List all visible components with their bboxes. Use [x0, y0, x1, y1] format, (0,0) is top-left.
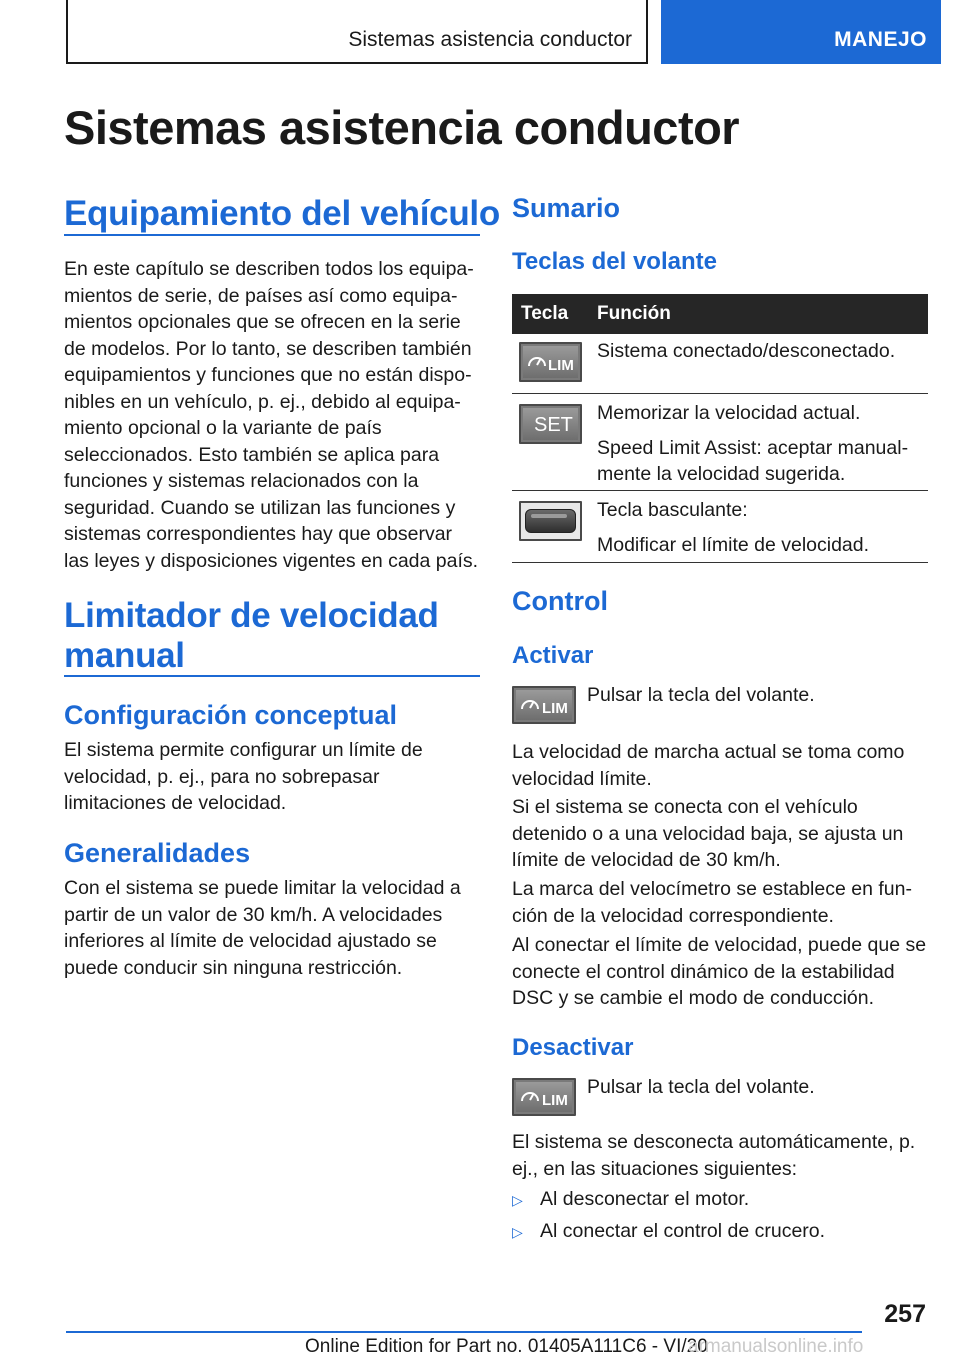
list-item	[512, 1186, 749, 1213]
table-header-tecla: Tecla	[521, 303, 569, 324]
row-description	[597, 400, 927, 488]
row-text: Speed Limit Assist: aceptar manualmente la velocidad sugerida.	[597, 436, 909, 485]
desactivar-instruction: Pulsar la tecla del volante.	[587, 1076, 815, 1098]
table-header-funcion: Función	[597, 303, 671, 324]
paragraph-activar-3: La marca del velocímetro se establece en función de la velocidad correspondiente.	[512, 878, 912, 927]
set-label: SET	[534, 414, 573, 436]
lim-label: LIM	[548, 357, 574, 374]
footer-rule	[66, 1331, 862, 1333]
paragraph-desactivar: El sistema se desconecta automáticamente, p. ej., en las situaciones siguientes:	[512, 1131, 916, 1180]
set-button-icon	[519, 404, 582, 444]
row-description	[597, 497, 927, 558]
bullet-triangle-icon: ▷	[512, 1224, 523, 1240]
paragraph-activar-2: Si el sistema se conecta con el vehículo detenido o a una velocidad baja, se ajusta un límite de velocidad de 30 km/h.	[512, 796, 904, 871]
heading-generalidades: Generalidades	[64, 838, 251, 868]
paragraph-configuracion: El sistema permite configurar un límite de velocidad, p. ej., para no sobrepasar limitaciones de velocidad.	[64, 739, 423, 814]
heading-activar: Activar	[512, 642, 594, 669]
lim-label: LIM	[542, 700, 568, 717]
heading-control: Control	[512, 586, 608, 616]
heading-limitador: Limitador de velocidad manual	[64, 596, 439, 675]
activar-instruction: Pulsar la tecla del volante.	[587, 684, 815, 706]
heading-sumario: Sumario	[512, 193, 621, 223]
header-chapter-tab[interactable]	[661, 0, 941, 64]
rocker-switch-icon	[519, 501, 582, 541]
row-text: Memorizar la velocidad actual.	[597, 402, 861, 424]
lim-button-icon	[512, 1078, 576, 1116]
bullet-triangle-icon: ▷	[512, 1192, 523, 1208]
heading-configuracion: Configuración conceptual	[64, 700, 398, 730]
table-header	[512, 294, 928, 334]
table-row	[512, 394, 928, 491]
table-row	[512, 334, 928, 394]
page-number: 257	[884, 1300, 926, 1328]
header-chapter-label: MANEJO	[834, 28, 927, 51]
lim-button-icon	[512, 686, 576, 724]
row-text: Tecla basculante:	[597, 499, 748, 521]
paragraph-activar-1: La velocidad de marcha actual se toma como velocidad límite.	[512, 741, 905, 790]
heading-rule	[64, 675, 480, 677]
page-title: Sistemas asistencia conductor	[64, 101, 740, 154]
header-section-title: Sistemas asistencia conductor	[348, 28, 632, 51]
list-item	[512, 1218, 825, 1245]
heading-teclas-volante: Teclas del volante	[512, 248, 717, 275]
lim-label: LIM	[542, 1092, 568, 1109]
list-item-text: Al conectar el control de crucero.	[540, 1220, 826, 1242]
paragraph-generalidades: Con el sistema se puede limitar la velocidad a partir de un valor de 30 km/h. A velocidades inferiores al límite de velocidad ajustado se puede conducir sin ninguna restricción.	[64, 877, 461, 979]
header-section-box	[66, 0, 648, 64]
heading-desactivar: Desactivar	[512, 1034, 634, 1061]
row-text: Sistema conectado/desconectado.	[597, 340, 896, 362]
heading-rule	[64, 234, 480, 236]
list-item-text: Al desconectar el motor.	[540, 1188, 750, 1210]
row-description	[597, 338, 927, 365]
paragraph-activar-4: Al conectar el límite de velocidad, puede que se conecte el control dinámico de la estabilidad DSC y se cambie el modo de conducción.	[512, 934, 927, 1009]
paragraph-equipamiento: En este capítulo se describen todos los equipamientos de serie, de países así como equipamientos opcionales que se ofrecen en la serie de modelos. Por lo tanto, se describen también equipamientos y funciones que no están disponibles en un vehículo, p. ej., debido al equipamiento opcional o la variante de país seleccionados. Esto también se aplica para funciones y sistemas relacionados con la seguridad. Cuando se utilizan las funciones y sistemas correspondientes hay que observar las leyes y disposiciones vigentes en cada país.	[64, 258, 479, 572]
table-row	[512, 491, 928, 563]
row-text: Modificar el límite de velocidad.	[597, 533, 870, 556]
lim-button-icon	[519, 342, 582, 382]
heading-equipamiento: Equipamiento del vehículo	[64, 194, 500, 233]
steering-keys-table	[512, 294, 928, 563]
footer-edition: Online Edition for Part no. 01405A111C6 - VI/20	[305, 1336, 708, 1357]
watermark: armanualsonline.info	[688, 1336, 864, 1357]
